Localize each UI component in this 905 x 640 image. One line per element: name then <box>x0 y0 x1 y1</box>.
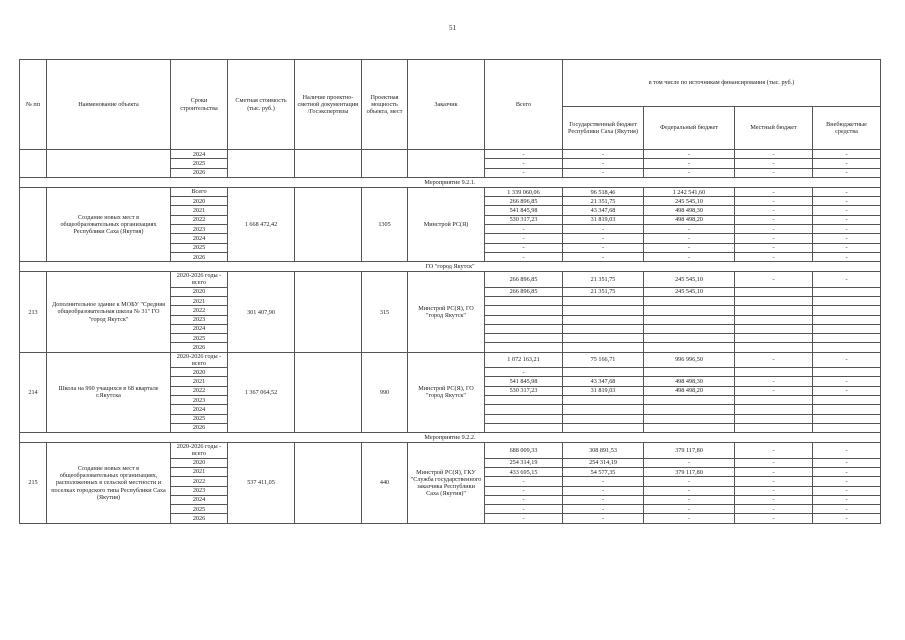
local-budget-cell <box>735 343 813 352</box>
offbudget-cell: - <box>813 197 881 206</box>
docs-cell <box>295 272 362 352</box>
period-cell: 2025 <box>171 334 228 343</box>
object-name: Создание новых мест в общеобразовательных организациях Республики Саха (Якутия) <box>47 187 171 261</box>
federal-budget-cell: 498 498,30 <box>644 377 735 386</box>
header-terms: Сроки строительства <box>171 60 228 150</box>
period-cell: 2025 <box>171 505 228 514</box>
local-budget-cell: - <box>735 386 813 395</box>
state-budget-cell <box>563 396 644 405</box>
offbudget-cell <box>813 296 881 305</box>
local-budget-cell: - <box>735 159 813 168</box>
offbudget-cell: - <box>813 206 881 215</box>
header-name: Наименование объекта <box>47 60 171 150</box>
period-cell: 2026 <box>171 168 228 177</box>
federal-budget-cell: - <box>644 486 735 495</box>
total-cell: 254 314,19 <box>485 458 563 467</box>
object-name: Школа на 990 учащихся в 68 квартале г.Якутска <box>47 352 171 432</box>
offbudget-cell: - <box>813 272 881 287</box>
local-budget-cell: - <box>735 252 813 261</box>
state-budget-cell: 254 314,19 <box>563 458 644 467</box>
local-budget-cell: - <box>735 206 813 215</box>
header-capacity: Проектная мощность объекта, мест <box>362 60 408 150</box>
local-budget-cell <box>735 414 813 423</box>
local-budget-cell: - <box>735 168 813 177</box>
federal-budget-cell: - <box>644 458 735 467</box>
offbudget-cell: - <box>813 477 881 486</box>
period-cell: 2026 <box>171 514 228 523</box>
local-budget-cell: - <box>735 467 813 476</box>
period-cell: 2021 <box>171 296 228 305</box>
period-cell: 2025 <box>171 159 228 168</box>
state-budget-cell <box>563 343 644 352</box>
state-budget-cell: - <box>563 495 644 504</box>
state-budget-cell <box>563 315 644 324</box>
total-cell <box>485 414 563 423</box>
local-budget-cell <box>735 334 813 343</box>
local-budget-cell <box>735 306 813 315</box>
state-budget-cell: - <box>563 505 644 514</box>
federal-budget-cell: - <box>644 477 735 486</box>
section-row <box>20 433 881 443</box>
total-cell: 1 072 163,21 <box>485 352 563 367</box>
state-budget-cell: - <box>563 168 644 177</box>
offbudget-cell: - <box>813 495 881 504</box>
total-cell: - <box>485 505 563 514</box>
total-cell: 433 695,15 <box>485 467 563 476</box>
table-row <box>20 272 881 287</box>
offbudget-cell <box>813 368 881 377</box>
local-budget-cell <box>735 315 813 324</box>
federal-budget-cell: 1 242 541,60 <box>644 187 735 196</box>
federal-budget-cell <box>644 324 735 333</box>
state-budget-cell: 96 518,46 <box>563 187 644 196</box>
section-row <box>20 177 881 187</box>
total-cell: 541 845,98 <box>485 377 563 386</box>
total-cell: - <box>485 234 563 243</box>
total-cell <box>485 324 563 333</box>
page-number: 51 <box>449 24 456 32</box>
local-budget-cell: - <box>735 187 813 196</box>
capacity-cell: 990 <box>362 352 408 432</box>
object-number: 214 <box>20 352 47 432</box>
offbudget-cell: - <box>813 234 881 243</box>
total-cell: 541 845,98 <box>485 206 563 215</box>
total-cell: - <box>485 243 563 252</box>
period-cell: 2020-2026 годы - всего <box>171 352 228 367</box>
local-budget-cell <box>735 296 813 305</box>
customer-cell <box>408 150 485 178</box>
offbudget-cell: - <box>813 386 881 395</box>
federal-budget-cell <box>644 296 735 305</box>
period-cell: 2024 <box>171 324 228 333</box>
period-cell: 2026 <box>171 252 228 261</box>
federal-budget-cell: - <box>644 495 735 504</box>
state-budget-cell: 54 577,35 <box>563 467 644 476</box>
period-cell: 2021 <box>171 377 228 386</box>
header-docs: Наличие проектно-сметной документации /Госэкспертизы <box>295 60 362 150</box>
total-cell: - <box>485 252 563 261</box>
capacity-cell: 440 <box>362 443 408 523</box>
period-cell: 2020 <box>171 368 228 377</box>
object-number <box>20 150 47 178</box>
local-budget-cell: - <box>735 234 813 243</box>
total-cell: 688 009,33 <box>485 443 563 458</box>
docs-cell <box>295 352 362 432</box>
offbudget-cell: - <box>813 159 881 168</box>
total-cell: 266 896,85 <box>485 287 563 296</box>
offbudget-cell <box>813 334 881 343</box>
state-budget-cell <box>563 423 644 432</box>
state-budget-cell: - <box>563 243 644 252</box>
financing-table <box>19 59 881 524</box>
state-budget-cell: - <box>563 234 644 243</box>
local-budget-cell: - <box>735 215 813 224</box>
federal-budget-cell: - <box>644 225 735 234</box>
total-cell: - <box>485 225 563 234</box>
federal-budget-cell <box>644 423 735 432</box>
total-cell: 1 339 060,06 <box>485 187 563 196</box>
state-budget-cell: 21 351,75 <box>563 272 644 287</box>
state-budget-cell: - <box>563 514 644 523</box>
offbudget-cell <box>813 315 881 324</box>
offbudget-cell: - <box>813 486 881 495</box>
local-budget-cell: - <box>735 458 813 467</box>
total-cell <box>485 405 563 414</box>
local-budget-cell <box>735 396 813 405</box>
period-cell: 2022 <box>171 477 228 486</box>
table-row <box>20 352 881 367</box>
period-cell: 2024 <box>171 405 228 414</box>
federal-budget-cell: 498 498,20 <box>644 215 735 224</box>
period-cell: 2024 <box>171 495 228 504</box>
estimated-cost <box>228 150 295 178</box>
state-budget-cell <box>563 296 644 305</box>
local-budget-cell: - <box>735 443 813 458</box>
header-no: № пп <box>20 60 47 150</box>
state-budget-cell <box>563 306 644 315</box>
offbudget-cell <box>813 396 881 405</box>
offbudget-cell: - <box>813 150 881 159</box>
local-budget-cell: - <box>735 486 813 495</box>
estimated-cost: 301 407,90 <box>228 272 295 352</box>
period-cell: 2022 <box>171 386 228 395</box>
federal-budget-cell: 498 498,30 <box>644 206 735 215</box>
header-offbudget: Внебюджетные средства <box>813 107 881 150</box>
offbudget-cell <box>813 306 881 315</box>
federal-budget-cell <box>644 368 735 377</box>
estimated-cost: 1 367 064,52 <box>228 352 295 432</box>
offbudget-cell: - <box>813 458 881 467</box>
local-budget-cell: - <box>735 514 813 523</box>
period-cell: 2026 <box>171 423 228 432</box>
period-cell: 2024 <box>171 150 228 159</box>
total-cell: - <box>485 159 563 168</box>
period-cell: 2025 <box>171 243 228 252</box>
estimated-cost: 537 411,05 <box>228 443 295 523</box>
period-cell: 2021 <box>171 467 228 476</box>
state-budget-cell: 21 351,75 <box>563 287 644 296</box>
object-name: Дополнительное здание к МОБУ "Средняя общеобразовательная школа № 31" ГО "город Якутск" <box>47 272 171 352</box>
state-budget-cell: 308 891,53 <box>563 443 644 458</box>
header-federal-budget: Федеральный бюджет <box>644 107 735 150</box>
customer-cell: Минстрой РС(Я) <box>408 187 485 261</box>
total-cell: - <box>485 368 563 377</box>
header-local-budget: Местный бюджет <box>735 107 813 150</box>
federal-budget-cell <box>644 405 735 414</box>
federal-budget-cell: - <box>644 505 735 514</box>
capacity-cell: 1305 <box>362 187 408 261</box>
state-budget-cell: - <box>563 150 644 159</box>
state-budget-cell: - <box>563 225 644 234</box>
total-cell: - <box>485 495 563 504</box>
period-cell: 2026 <box>171 343 228 352</box>
federal-budget-cell <box>644 306 735 315</box>
period-cell: 2023 <box>171 225 228 234</box>
local-budget-cell <box>735 287 813 296</box>
local-budget-cell: - <box>735 505 813 514</box>
local-budget-cell: - <box>735 377 813 386</box>
customer-cell: Минстрой РС(Я), ГО "город Якутск" <box>408 272 485 352</box>
total-cell <box>485 306 563 315</box>
offbudget-cell: - <box>813 514 881 523</box>
local-budget-cell <box>735 423 813 432</box>
table-row <box>20 443 881 458</box>
total-cell: - <box>485 168 563 177</box>
capacity-cell <box>362 150 408 178</box>
offbudget-cell <box>813 405 881 414</box>
period-cell: 2020-2026 годы - всего <box>171 272 228 287</box>
period-cell: 2024 <box>171 234 228 243</box>
header-cost: Сметная стоимость (тыс. руб.) <box>228 60 295 150</box>
object-name <box>47 150 171 178</box>
local-budget-cell: - <box>735 272 813 287</box>
period-cell: 2023 <box>171 486 228 495</box>
state-budget-cell <box>563 405 644 414</box>
section-label: ГО "город Якутск" <box>20 262 881 272</box>
state-budget-cell <box>563 324 644 333</box>
period-cell: 2022 <box>171 215 228 224</box>
federal-budget-cell: 245 545,10 <box>644 197 735 206</box>
header-total: Всего <box>485 60 563 150</box>
federal-budget-cell <box>644 396 735 405</box>
header-sources: в том числе по источникам финансирования (тыс. руб.) <box>563 60 881 107</box>
total-cell <box>485 296 563 305</box>
total-cell: - <box>485 477 563 486</box>
federal-budget-cell: - <box>644 514 735 523</box>
federal-budget-cell <box>644 315 735 324</box>
offbudget-cell <box>813 414 881 423</box>
state-budget-cell: 43 347,68 <box>563 377 644 386</box>
offbudget-cell: - <box>813 243 881 252</box>
table-row <box>20 187 881 196</box>
federal-budget-cell: - <box>644 168 735 177</box>
offbudget-cell: - <box>813 443 881 458</box>
local-budget-cell: - <box>735 495 813 504</box>
docs-cell <box>295 443 362 523</box>
state-budget-cell: 21 351,75 <box>563 197 644 206</box>
federal-budget-cell: - <box>644 234 735 243</box>
federal-budget-cell: 379 117,80 <box>644 443 735 458</box>
capacity-cell: 315 <box>362 272 408 352</box>
total-cell: - <box>485 150 563 159</box>
period-cell: 2025 <box>171 414 228 423</box>
offbudget-cell <box>813 287 881 296</box>
period-cell: 2022 <box>171 306 228 315</box>
period-cell: 2020 <box>171 458 228 467</box>
federal-budget-cell: - <box>644 252 735 261</box>
estimated-cost: 1 668 472,42 <box>228 187 295 261</box>
section-label: Мероприятие 9.2.1. <box>20 177 881 187</box>
total-cell <box>485 396 563 405</box>
state-budget-cell: 31 819,03 <box>563 215 644 224</box>
offbudget-cell: - <box>813 252 881 261</box>
period-cell: 2023 <box>171 396 228 405</box>
offbudget-cell: - <box>813 225 881 234</box>
local-budget-cell: - <box>735 477 813 486</box>
local-budget-cell <box>735 405 813 414</box>
federal-budget-cell <box>644 334 735 343</box>
header-state-budget: Государственный бюджет Республики Саха (Якутия) <box>563 107 644 150</box>
docs-cell <box>295 187 362 261</box>
offbudget-cell <box>813 324 881 333</box>
period-cell: 2020 <box>171 287 228 296</box>
total-cell <box>485 423 563 432</box>
local-budget-cell: - <box>735 243 813 252</box>
local-budget-cell <box>735 368 813 377</box>
total-cell: 266 896,85 <box>485 272 563 287</box>
header-customer: Заказчик <box>408 60 485 150</box>
total-cell: 530 317,23 <box>485 386 563 395</box>
table-body <box>20 150 881 524</box>
state-budget-cell <box>563 414 644 423</box>
object-number: 215 <box>20 443 47 523</box>
federal-budget-cell: 996 996,50 <box>644 352 735 367</box>
total-cell <box>485 343 563 352</box>
offbudget-cell: - <box>813 377 881 386</box>
section-label: Мероприятие 9.2.2. <box>20 433 881 443</box>
offbudget-cell: - <box>813 467 881 476</box>
federal-budget-cell: 245 545,10 <box>644 272 735 287</box>
object-number <box>20 187 47 261</box>
section-row <box>20 262 881 272</box>
federal-budget-cell: 498 498,20 <box>644 386 735 395</box>
local-budget-cell: - <box>735 150 813 159</box>
period-cell: 2020-2026 годы - всего <box>171 443 228 458</box>
local-budget-cell <box>735 324 813 333</box>
total-cell: - <box>485 514 563 523</box>
offbudget-cell <box>813 423 881 432</box>
federal-budget-cell <box>644 343 735 352</box>
federal-budget-cell: 245 545,10 <box>644 287 735 296</box>
federal-budget-cell: - <box>644 243 735 252</box>
offbudget-cell: - <box>813 187 881 196</box>
offbudget-cell: - <box>813 168 881 177</box>
local-budget-cell: - <box>735 225 813 234</box>
offbudget-cell: - <box>813 352 881 367</box>
total-cell <box>485 315 563 324</box>
period-cell: 2020 <box>171 197 228 206</box>
customer-cell: Минстрой РС(Я), ГКУ "Служба государственного заказчика Республики Саха (Якутия)" <box>408 443 485 523</box>
period-cell: 2023 <box>171 315 228 324</box>
total-cell <box>485 334 563 343</box>
state-budget-cell: 43 347,68 <box>563 206 644 215</box>
customer-cell: Минстрой РС(Я), ГО "город Якутск" <box>408 352 485 432</box>
period-cell: 2021 <box>171 206 228 215</box>
local-budget-cell: - <box>735 197 813 206</box>
state-budget-cell: 75 166,71 <box>563 352 644 367</box>
federal-budget-cell <box>644 414 735 423</box>
federal-budget-cell: - <box>644 159 735 168</box>
offbudget-cell: - <box>813 505 881 514</box>
total-cell: 266 896,85 <box>485 197 563 206</box>
federal-budget-cell: - <box>644 150 735 159</box>
state-budget-cell: - <box>563 252 644 261</box>
total-cell: - <box>485 486 563 495</box>
offbudget-cell <box>813 343 881 352</box>
state-budget-cell: - <box>563 159 644 168</box>
state-budget-cell <box>563 334 644 343</box>
state-budget-cell: - <box>563 477 644 486</box>
total-cell: 530 317,23 <box>485 215 563 224</box>
docs-cell <box>295 150 362 178</box>
object-number: 213 <box>20 272 47 352</box>
table-row <box>20 150 881 159</box>
state-budget-cell: - <box>563 486 644 495</box>
federal-budget-cell: 379 117,80 <box>644 467 735 476</box>
period-cell: Всего <box>171 187 228 196</box>
object-name: Создание новых мест в общеобразовательных организациях, расположенных в сельской местности и поселках городского типа Республики Саха (Якутия) <box>47 443 171 523</box>
offbudget-cell: - <box>813 215 881 224</box>
state-budget-cell <box>563 368 644 377</box>
local-budget-cell: - <box>735 352 813 367</box>
state-budget-cell: 31 819,03 <box>563 386 644 395</box>
